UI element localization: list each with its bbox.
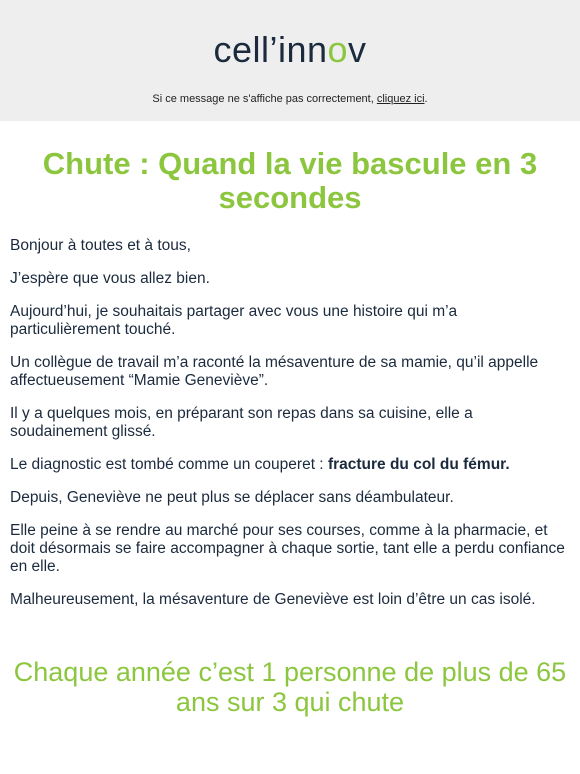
- paragraph-walker: Depuis, Geneviève ne peut plus se déplacer sans déambulateur.: [10, 489, 454, 506]
- email-header: [0, 0, 580, 121]
- notice-text: Si ce message ne s'affiche pas correctement,: [152, 93, 377, 105]
- diagnostic-text: Le diagnostic est tombé comme un couperet :: [10, 456, 328, 473]
- article-title: Chute : Quand la vie bascule en 3 secondes: [42, 146, 538, 215]
- paragraph-story: Un collègue de travail m’a raconté la mésaventure de sa mamie, qu’il appelle affectueusement “Mamie Geneviève”.: [10, 354, 539, 389]
- notice-end: .: [424, 93, 428, 105]
- statistic-subtitle: Chaque année c’est 1 personne de plus de 65 ans sur 3 qui chute: [13, 657, 567, 717]
- diagnostic-bold: fracture du col du fémur.: [327, 456, 510, 473]
- logo-text-main: cell’inn: [213, 29, 328, 70]
- paragraph-intro: Aujourd’hui, je souhaitais partager avec vous une histoire qui m’a particulièrement touché.: [10, 303, 458, 338]
- click-here-link[interactable]: cliquez ici: [376, 93, 425, 105]
- display-notice: [0, 93, 580, 105]
- logo-text-accent: o: [327, 29, 349, 70]
- logo-text-end: v: [348, 29, 367, 70]
- paragraph-wellbeing: J’espère que vous allez bien.: [10, 270, 210, 287]
- cellinnov-logo[interactable]: [0, 28, 580, 72]
- email-body: [0, 121, 580, 717]
- paragraph-confidence: Elle peine à se rendre au marché pour ses courses, comme à la pharmacie, et doit désormais se faire accompagner à chaque sortie, tant elle a perdu confiance en elle.: [10, 522, 565, 575]
- paragraph-diagnostic: [10, 456, 570, 474]
- paragraph-greeting: Bonjour à toutes et à tous,: [10, 237, 191, 254]
- paragraph-fall: Il y a quelques mois, en préparant son repas dans sa cuisine, elle a soudainement glissé.: [10, 405, 473, 440]
- paragraph-not-isolated: Malheureusement, la mésaventure de Geneviève est loin d’être un cas isolé.: [10, 591, 536, 608]
